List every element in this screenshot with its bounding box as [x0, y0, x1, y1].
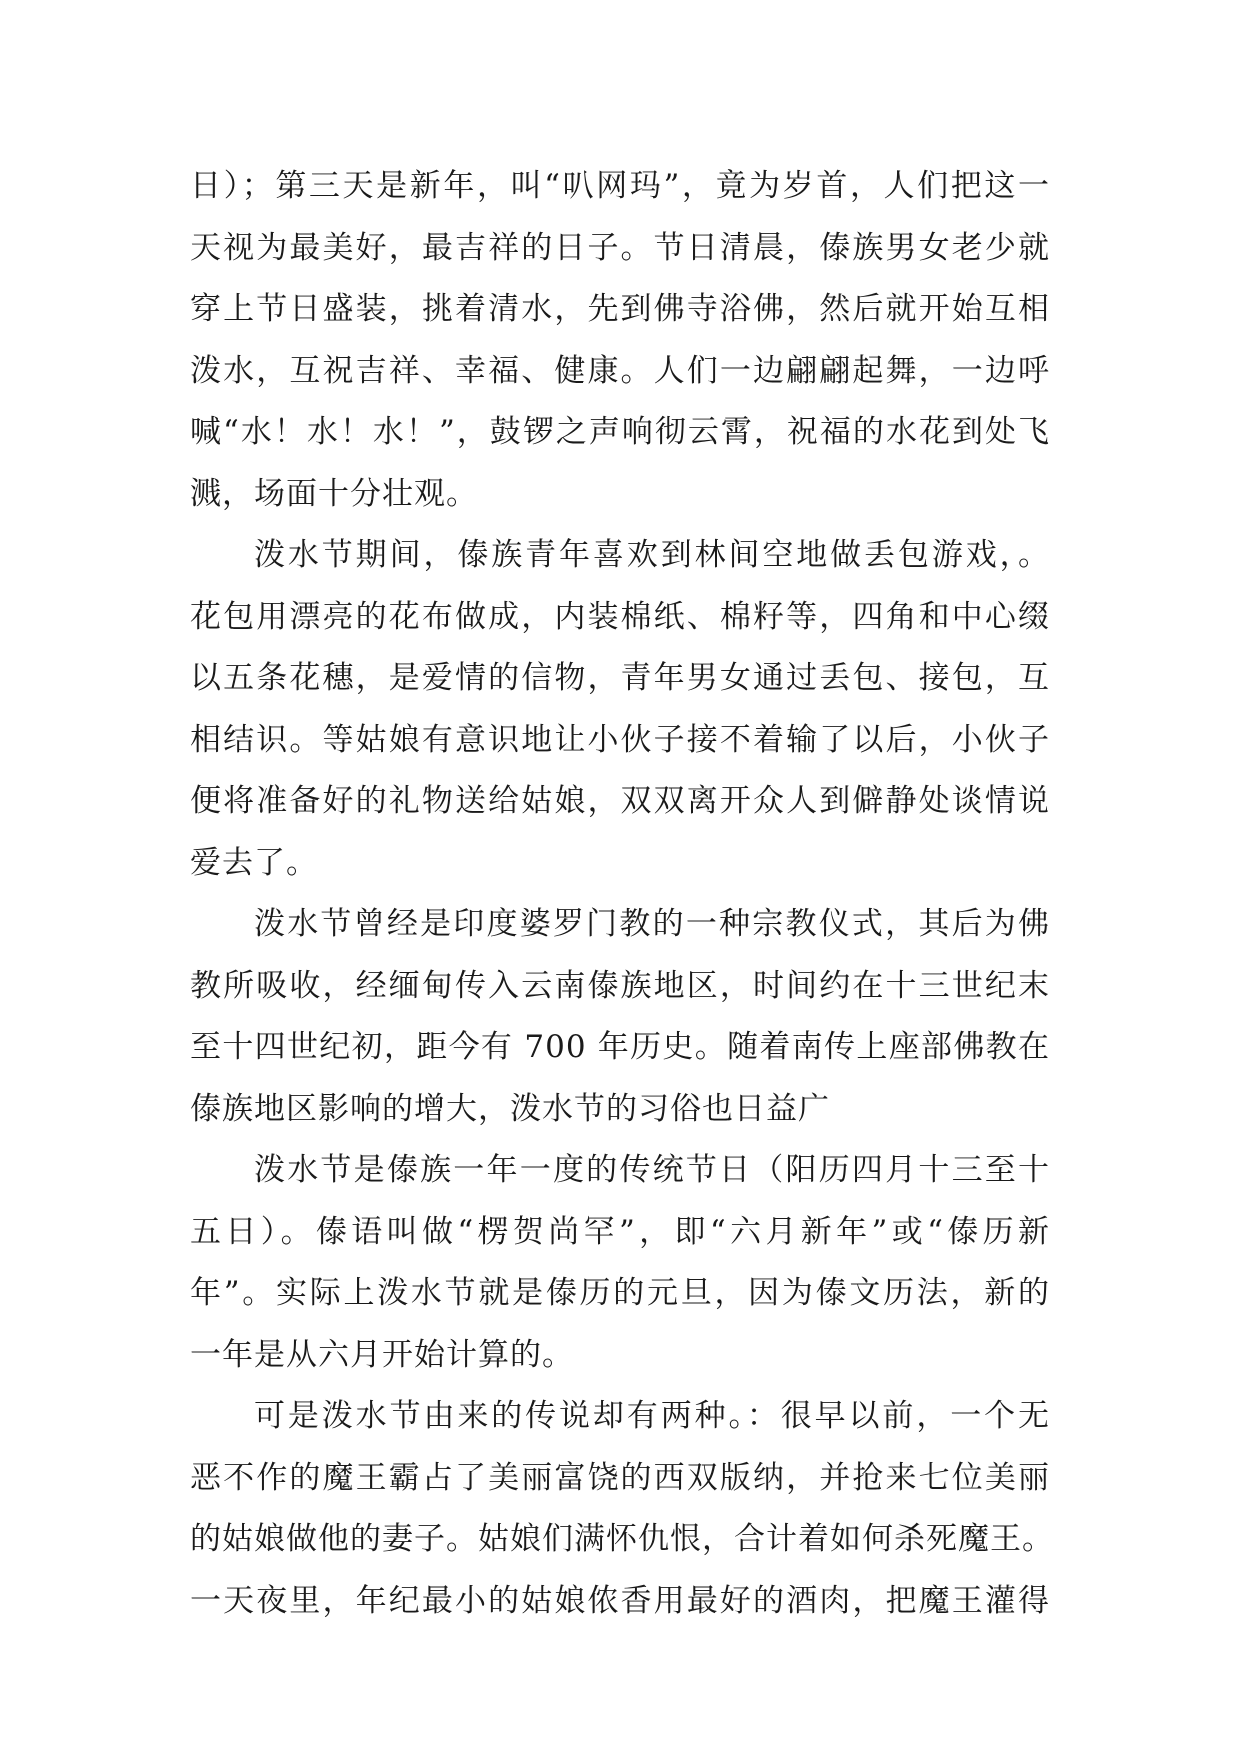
- paragraph-line: 花包用漂亮的花布做成，内装棉纸、棉籽等，四角和中心缀: [190, 598, 1050, 635]
- document-body: [190, 156, 1054, 1632]
- paragraph-line: 穿上节日盛装，挑着清水，先到佛寺浴佛，然后就开始互相: [190, 291, 1050, 327]
- paragraph-line: 一年是从六月开始计算的。: [190, 1336, 574, 1373]
- paragraph-line: 以五条花穗，是爱情的信物，青年男女通过丢包、接包，互: [190, 660, 1050, 696]
- paragraph-line: 可是泼水节由来的传说却有两种。：很早以前，一个无: [254, 1398, 1050, 1434]
- paragraph-line: 喊“水！水！水！”，鼓锣之声响彻云霄，祝福的水花到处飞: [190, 414, 1050, 450]
- paragraph-line: 爱去了。: [190, 844, 318, 881]
- paragraph-1: [190, 156, 1050, 525]
- paragraph-line: 傣族地区影响的增大，泼水节的习俗也日益广: [190, 1090, 830, 1127]
- paragraph-line: 泼水节期间，傣族青年喜欢到林间空地做丢包游戏，。: [254, 537, 1050, 573]
- paragraph-line: 一天夜里，年纪最小的姑娘侬香用最好的酒肉，把魔王灌得: [190, 1582, 1050, 1619]
- paragraph-line: 泼水节是傣族一年一度的传统节日（阳历四月十三至十: [254, 1152, 1050, 1188]
- paragraph-line: 日）；第三天是新年，叫“叭网玛”，竟为岁首，人们把这一: [190, 168, 1050, 204]
- paragraph-5: [190, 1386, 1054, 1632]
- paragraph-line: 溅，场面十分壮观。: [190, 475, 478, 512]
- paragraph-line: 教所吸收，经缅甸传入云南傣族地区，时间约在十三世纪末: [190, 967, 1050, 1004]
- paragraph-line: 恶不作的魔王霸占了美丽富饶的西双版纳，并抢来七位美丽: [190, 1459, 1050, 1496]
- paragraph-line: 泼水，互祝吉祥、幸福、健康。人们一边翩翩起舞，一边呼: [190, 352, 1050, 389]
- paragraph-3: [190, 894, 1050, 1140]
- paragraph-line: 五日）。傣语叫做“楞贺尚罕”，即“六月新年”或“傣历新: [190, 1213, 1050, 1250]
- paragraph-line: 天视为最美好，最吉祥的日子。节日清晨，傣族男女老少就: [190, 229, 1050, 266]
- paragraph-2: [190, 525, 1050, 894]
- paragraph-line: 泼水节曾经是印度婆罗门教的一种宗教仪式，其后为佛: [254, 906, 1050, 942]
- paragraph-line: 至十四世纪初，距今有 700 年历史。随着南传上座部佛教在: [190, 1029, 1050, 1065]
- paragraph-line: 年”。实际上泼水节就是傣历的元旦，因为傣文历法，新的: [190, 1275, 1050, 1311]
- paragraph-line: 的姑娘做他的妻子。姑娘们满怀仇恨，合计着如何杀死魔王。: [190, 1521, 1054, 1557]
- paragraph-4: [190, 1140, 1050, 1386]
- paragraph-line: 便将准备好的礼物送给姑娘，双双离开众人到僻静处谈情说: [190, 783, 1050, 819]
- paragraph-line: 相结识。等姑娘有意识地让小伙子接不着输了以后，小伙子: [190, 721, 1050, 758]
